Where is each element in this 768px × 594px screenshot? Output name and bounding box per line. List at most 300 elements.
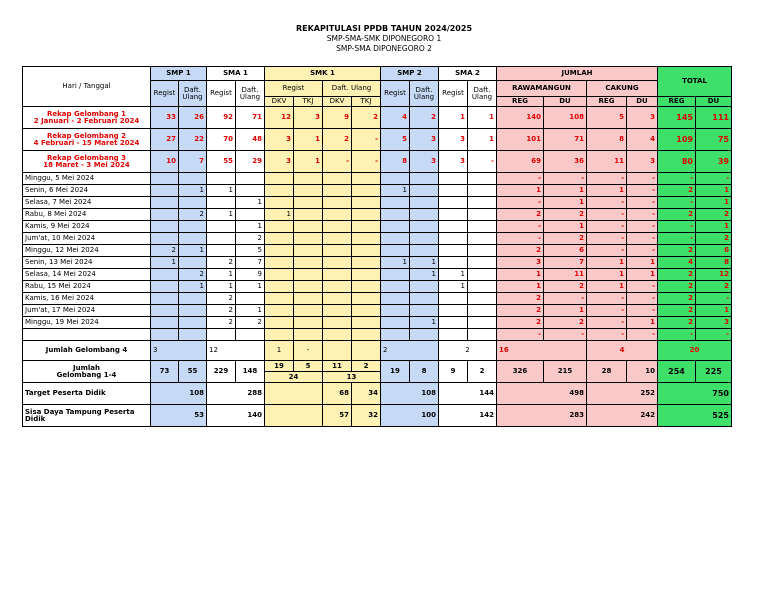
cell-cakung-du: - xyxy=(627,245,658,257)
target-rawamangun: 498 xyxy=(497,383,587,405)
day-label xyxy=(23,329,151,341)
jumlah-gelombang-4-row xyxy=(23,341,732,361)
cell-rawamangun-reg: 1 xyxy=(497,269,544,281)
cell-smk1-dkv-regist xyxy=(265,245,294,257)
cell-sma2-daft xyxy=(468,209,497,221)
cell-cakung-du: 3 xyxy=(627,107,658,129)
cell-rawamangun-du: 71 xyxy=(544,129,587,151)
jumlah-gel4-label: Jumlah Gelombang 4 xyxy=(23,341,151,361)
cell-cakung-reg: - xyxy=(587,293,627,305)
day-row xyxy=(23,329,732,341)
cell-cakung-reg: 1 xyxy=(587,281,627,293)
cell-smk1-tkj-daft xyxy=(352,233,381,245)
cell-sma1-regist xyxy=(207,173,236,185)
cell-cakung-reg: - xyxy=(587,209,627,221)
cell-smk1-tkj-regist xyxy=(294,281,323,293)
cell-rawamangun-reg: 101 xyxy=(497,129,544,151)
cell-sma2-regist: 3 xyxy=(439,151,468,173)
cell-smp2-regist xyxy=(381,329,410,341)
cell-smk1-tkj-daft: - xyxy=(352,151,381,173)
cell-sma2-regist xyxy=(439,173,468,185)
cell-rawamangun-du: 1 xyxy=(544,221,587,233)
cell-sma1-regist xyxy=(207,221,236,233)
report-subtitle-1: SMP-SMA-SMK DIPONEGORO 1 xyxy=(326,34,442,43)
cell-smp2-regist: 4 xyxy=(381,107,410,129)
cell-cakung-du: - xyxy=(627,281,658,293)
header-rawamangun: RAWAMANGUN xyxy=(497,81,587,97)
cell-rawamangun-du: 2 xyxy=(544,233,587,245)
sisa-smk1-empty xyxy=(265,405,323,427)
cell-cakung-du: - xyxy=(627,185,658,197)
cell-sma1-regist xyxy=(207,197,236,209)
jumlah-gel14-sma2-reg: 9 xyxy=(439,361,468,383)
jumlah-gel14-line1: Jumlah xyxy=(73,363,100,372)
rekap-gelombang-row xyxy=(23,129,732,151)
cell-rawamangun-du: - xyxy=(544,173,587,185)
cell-smp1-regist xyxy=(151,305,179,317)
cell-sma1-regist: 2 xyxy=(207,293,236,305)
cell-smk1-dkv-regist xyxy=(265,329,294,341)
header-smp1: SMP 1 xyxy=(151,67,207,81)
header-smp1-daft: Daft. Ulang xyxy=(179,81,207,107)
header-sma1: SMA 1 xyxy=(207,67,265,81)
cell-sma2-daft: 1 xyxy=(468,129,497,151)
rekap-gelombang-period: 4 Februari - 15 Maret 2024 xyxy=(33,138,140,147)
jumlah-gel14-smp2-reg: 19 xyxy=(381,361,410,383)
cell-rawamangun-du: 2 xyxy=(544,317,587,329)
cell-rawamangun-du: 2 xyxy=(544,281,587,293)
cell-sma1-daft xyxy=(236,209,265,221)
header-sma1-regist: Regist xyxy=(207,81,236,107)
cell-smk1-tkj-daft xyxy=(352,245,381,257)
sisa-total: 525 xyxy=(658,405,732,427)
cell-rawamangun-reg: 1 xyxy=(497,281,544,293)
header-smk1-regist: Regist xyxy=(265,81,323,97)
cell-smp2-daft xyxy=(410,233,439,245)
cell-cakung-reg: - xyxy=(587,197,627,209)
cell-sma2-daft xyxy=(468,245,497,257)
cell-smk1-tkj-regist xyxy=(294,173,323,185)
sisa-smk1-b: 32 xyxy=(352,405,381,427)
cell-smp2-daft xyxy=(410,185,439,197)
cell-total-du: 1 xyxy=(696,305,732,317)
header-smk1-daft-ulang: Daft. Ulang xyxy=(323,81,381,97)
jumlah-gel4-smk1-empty xyxy=(352,341,381,361)
cell-total-du: 3 xyxy=(696,317,732,329)
jumlah-gel4-total: 20 xyxy=(658,341,732,361)
cell-total-du: 1 xyxy=(696,185,732,197)
cell-sma2-daft xyxy=(468,185,497,197)
cell-smp1-daft xyxy=(179,173,207,185)
cell-sma1-daft: 1 xyxy=(236,305,265,317)
cell-sma1-daft: 1 xyxy=(236,197,265,209)
sisa-label xyxy=(23,405,151,427)
header-du: DU xyxy=(627,97,658,107)
report-title: REKAPITULASI PPDB TAHUN 2024/2025 xyxy=(295,24,473,33)
cell-cakung-du: - xyxy=(627,173,658,185)
cell-smk1-tkj-regist xyxy=(294,317,323,329)
cell-rawamangun-du: 7 xyxy=(544,257,587,269)
cell-smk1-tkj-regist xyxy=(294,257,323,269)
jumlah-gel14-smk1-dkv-reg: 19 xyxy=(265,361,294,372)
jumlah-gel14-smk1-dkv-du: 11 xyxy=(323,361,352,372)
cell-rawamangun-reg: 2 xyxy=(497,317,544,329)
jumlah-gel14-line2: Gelombang 1-4 xyxy=(56,370,117,379)
cell-smk1-dkv-daft xyxy=(323,269,352,281)
cell-smp2-regist xyxy=(381,269,410,281)
day-label: Minggu, 5 Mei 2024 xyxy=(23,173,151,185)
cell-sma2-regist xyxy=(439,221,468,233)
cell-total-du: 6 xyxy=(696,245,732,257)
cell-smk1-tkj-daft: 2 xyxy=(352,107,381,129)
rekap-gelombang-period: 2 Januari - 2 Februari 2024 xyxy=(33,116,140,125)
rekap-gelombang-period: 18 Maret - 3 Mei 2024 xyxy=(43,160,130,169)
day-row xyxy=(23,209,732,221)
header-reg: REG xyxy=(587,97,627,107)
cell-smp1-daft: 1 xyxy=(179,245,207,257)
jumlah-gel14-smk1-tkj-reg: 5 xyxy=(294,361,323,372)
cell-sma2-daft xyxy=(468,233,497,245)
cell-smk1-dkv-regist xyxy=(265,197,294,209)
cell-smp2-daft xyxy=(410,221,439,233)
cell-smp2-regist: 1 xyxy=(381,257,410,269)
jumlah-gel4-rawamangun: 16 xyxy=(497,341,587,361)
cell-sma1-daft xyxy=(236,293,265,305)
cell-total-du: 75 xyxy=(696,129,732,151)
cell-smk1-tkj-regist xyxy=(294,329,323,341)
cell-smp2-regist xyxy=(381,281,410,293)
cell-smp1-daft xyxy=(179,305,207,317)
cell-smk1-tkj-regist xyxy=(294,185,323,197)
jumlah-gel4-smk1-dkv: 1 xyxy=(265,341,294,361)
cell-total-reg: 2 xyxy=(658,317,696,329)
cell-sma2-regist xyxy=(439,209,468,221)
cell-smk1-dkv-regist xyxy=(265,173,294,185)
cell-rawamangun-du: 11 xyxy=(544,269,587,281)
cell-sma2-regist: 3 xyxy=(439,129,468,151)
cell-rawamangun-reg: - xyxy=(497,197,544,209)
cell-smp2-daft xyxy=(410,173,439,185)
day-row xyxy=(23,197,732,209)
cell-cakung-reg: 8 xyxy=(587,129,627,151)
cell-sma1-daft: 2 xyxy=(236,317,265,329)
cell-smp1-daft xyxy=(179,293,207,305)
day-label: Senin, 13 Mei 2024 xyxy=(23,257,151,269)
cell-total-du: 1 xyxy=(696,221,732,233)
cell-smk1-dkv-regist xyxy=(265,257,294,269)
day-label: Jum'at, 17 Mei 2024 xyxy=(23,305,151,317)
cell-total-du: - xyxy=(696,293,732,305)
cell-smk1-tkj-regist xyxy=(294,293,323,305)
cell-sma1-regist: 92 xyxy=(207,107,236,129)
cell-sma1-daft xyxy=(236,329,265,341)
cell-smk1-dkv-daft xyxy=(323,329,352,341)
day-label: Rabu, 8 Mei 2024 xyxy=(23,209,151,221)
cell-sma1-regist: 2 xyxy=(207,257,236,269)
cell-smp1-daft: 7 xyxy=(179,151,207,173)
cell-sma2-daft xyxy=(468,269,497,281)
cell-sma2-regist xyxy=(439,329,468,341)
cell-sma2-regist xyxy=(439,293,468,305)
cell-smk1-dkv-daft xyxy=(323,233,352,245)
cell-smp2-daft xyxy=(410,329,439,341)
cell-cakung-reg: - xyxy=(587,245,627,257)
cell-smk1-dkv-daft: 9 xyxy=(323,107,352,129)
rekap-gelombang-row xyxy=(23,107,732,129)
jumlah-gel4-smp2: 2 xyxy=(381,341,439,361)
cell-sma2-regist xyxy=(439,185,468,197)
cell-sma1-daft: 7 xyxy=(236,257,265,269)
cell-smk1-tkj-daft xyxy=(352,197,381,209)
cell-sma1-daft: 71 xyxy=(236,107,265,129)
jumlah-gel14-rawa-reg: 326 xyxy=(497,361,544,383)
cell-sma1-regist: 70 xyxy=(207,129,236,151)
cell-total-reg: 2 xyxy=(658,245,696,257)
cell-sma2-regist xyxy=(439,317,468,329)
cell-total-du: - xyxy=(696,173,732,185)
cell-sma2-daft xyxy=(468,257,497,269)
sisa-sma2: 142 xyxy=(439,405,497,427)
day-row xyxy=(23,173,732,185)
header-sma2-regist: Regist xyxy=(439,81,468,107)
day-label: Kamis, 9 Mei 2024 xyxy=(23,221,151,233)
cell-cakung-du: - xyxy=(627,305,658,317)
header-jumlah: JUMLAH xyxy=(497,67,658,81)
cell-total-reg: - xyxy=(658,173,696,185)
cell-smp1-regist xyxy=(151,197,179,209)
day-label: Senin, 6 Mei 2024 xyxy=(23,185,151,197)
cell-cakung-reg: 5 xyxy=(587,107,627,129)
cell-cakung-reg: 11 xyxy=(587,151,627,173)
header-date: Hari / Tanggal xyxy=(23,67,151,107)
cell-smp1-daft xyxy=(179,233,207,245)
cell-smp2-daft: 1 xyxy=(410,317,439,329)
cell-smp1-regist xyxy=(151,233,179,245)
jumlah-gel4-smk1-tkj: - xyxy=(294,341,323,361)
cell-sma2-daft: 1 xyxy=(468,107,497,129)
cell-smp1-regist xyxy=(151,221,179,233)
report-subtitle-2: SMP-SMA DIPONEGORO 2 xyxy=(336,44,432,53)
cell-smp2-daft xyxy=(410,293,439,305)
cell-rawamangun-du: 1 xyxy=(544,197,587,209)
sisa-row xyxy=(23,405,732,427)
cell-smp2-daft: 3 xyxy=(410,129,439,151)
jumlah-gel14-cakung-du: 10 xyxy=(627,361,658,383)
cell-sma1-regist: 2 xyxy=(207,305,236,317)
cell-smk1-dkv-regist xyxy=(265,317,294,329)
cell-cakung-reg: 1 xyxy=(587,185,627,197)
cell-sma1-daft xyxy=(236,185,265,197)
cell-rawamangun-du: 2 xyxy=(544,209,587,221)
jumlah-gel4-smk1-empty xyxy=(323,341,352,361)
cell-cakung-du: 1 xyxy=(627,257,658,269)
cell-rawamangun-reg: 3 xyxy=(497,257,544,269)
jumlah-gel14-smp2-du: 8 xyxy=(410,361,439,383)
day-row xyxy=(23,305,732,317)
cell-rawamangun-reg: 2 xyxy=(497,293,544,305)
cell-smp2-regist xyxy=(381,221,410,233)
cell-rawamangun-du: 6 xyxy=(544,245,587,257)
cell-rawamangun-du: 36 xyxy=(544,151,587,173)
cell-total-du: 39 xyxy=(696,151,732,173)
jumlah-gel14-smk1-du-sum: 13 xyxy=(323,372,381,383)
cell-smk1-tkj-daft xyxy=(352,269,381,281)
target-smp2: 108 xyxy=(381,383,439,405)
cell-smp2-regist: 8 xyxy=(381,151,410,173)
jumlah-gel14-smp1-reg: 73 xyxy=(151,361,179,383)
cell-total-reg: 2 xyxy=(658,281,696,293)
cell-total-reg: 2 xyxy=(658,293,696,305)
cell-smk1-dkv-daft xyxy=(323,185,352,197)
cell-cakung-reg: - xyxy=(587,173,627,185)
cell-smk1-dkv-regist xyxy=(265,305,294,317)
cell-cakung-reg: - xyxy=(587,233,627,245)
target-label: Target Peserta Didik xyxy=(23,383,151,405)
cell-smp2-regist xyxy=(381,293,410,305)
rekap-gelombang-title: Rekap Gelombang 2 xyxy=(47,131,126,140)
cell-sma2-regist: 1 xyxy=(439,281,468,293)
cell-smk1-tkj-daft xyxy=(352,329,381,341)
cell-smk1-dkv-daft xyxy=(323,221,352,233)
cell-total-reg: 2 xyxy=(658,269,696,281)
cell-rawamangun-reg: 2 xyxy=(497,209,544,221)
cell-total-reg: - xyxy=(658,197,696,209)
sisa-cakung: 242 xyxy=(587,405,658,427)
cell-smk1-dkv-daft: - xyxy=(323,151,352,173)
cell-sma2-daft xyxy=(468,173,497,185)
cell-smk1-tkj-daft xyxy=(352,305,381,317)
cell-rawamangun-reg: 2 xyxy=(497,305,544,317)
cell-smk1-tkj-regist xyxy=(294,221,323,233)
cell-smp1-regist: 2 xyxy=(151,245,179,257)
cell-sma2-regist: 1 xyxy=(439,107,468,129)
rekap-gelombang-label xyxy=(23,151,151,173)
cell-smp1-regist xyxy=(151,281,179,293)
cell-smp2-daft xyxy=(410,245,439,257)
cell-smk1-tkj-regist xyxy=(294,233,323,245)
day-label: Jum'at, 10 Mei 2024 xyxy=(23,233,151,245)
cell-total-reg: 109 xyxy=(658,129,696,151)
cell-smk1-tkj-daft xyxy=(352,281,381,293)
cell-cakung-reg: 1 xyxy=(587,257,627,269)
target-row xyxy=(23,383,732,405)
cell-sma2-regist xyxy=(439,197,468,209)
header-smp1-regist: Regist xyxy=(151,81,179,107)
cell-smk1-tkj-regist: 1 xyxy=(294,151,323,173)
target-smk1-b: 34 xyxy=(352,383,381,405)
cell-smk1-dkv-daft xyxy=(323,293,352,305)
cell-total-du: 8 xyxy=(696,257,732,269)
cell-total-du: 2 xyxy=(696,233,732,245)
cell-smp2-regist xyxy=(381,173,410,185)
cell-smk1-tkj-daft xyxy=(352,185,381,197)
cell-rawamangun-du: - xyxy=(544,293,587,305)
cell-smp1-regist xyxy=(151,173,179,185)
cell-smp1-daft: 1 xyxy=(179,281,207,293)
cell-smk1-dkv-regist xyxy=(265,293,294,305)
cell-smp1-regist: 1 xyxy=(151,257,179,269)
cell-smp1-regist xyxy=(151,209,179,221)
header-dkv: DKV xyxy=(323,97,352,107)
cell-total-reg: 4 xyxy=(658,257,696,269)
cell-smp2-regist: 1 xyxy=(381,185,410,197)
cell-smk1-tkj-regist xyxy=(294,197,323,209)
day-row xyxy=(23,245,732,257)
cell-sma1-regist: 1 xyxy=(207,185,236,197)
cell-rawamangun-reg: 140 xyxy=(497,107,544,129)
cell-smp2-daft: 3 xyxy=(410,151,439,173)
cell-total-reg: 2 xyxy=(658,185,696,197)
cell-smp1-daft xyxy=(179,257,207,269)
cell-rawamangun-reg: - xyxy=(497,221,544,233)
cell-sma1-daft xyxy=(236,173,265,185)
cell-smk1-tkj-daft: - xyxy=(352,129,381,151)
jumlah-gel14-total-reg: 254 xyxy=(658,361,696,383)
cell-cakung-du: - xyxy=(627,197,658,209)
cell-smk1-dkv-regist: 1 xyxy=(265,209,294,221)
cell-cakung-reg: - xyxy=(587,329,627,341)
cell-smp2-daft xyxy=(410,281,439,293)
cell-smk1-tkj-daft xyxy=(352,173,381,185)
cell-smp2-daft: 2 xyxy=(410,107,439,129)
cell-smk1-tkj-daft xyxy=(352,317,381,329)
cell-smp2-regist xyxy=(381,305,410,317)
cell-smk1-dkv-regist xyxy=(265,233,294,245)
cell-smp2-regist: 5 xyxy=(381,129,410,151)
cell-smp2-daft xyxy=(410,305,439,317)
day-row xyxy=(23,233,732,245)
cell-sma1-regist: 1 xyxy=(207,281,236,293)
cell-smp1-regist: 10 xyxy=(151,151,179,173)
cell-smk1-tkj-daft xyxy=(352,257,381,269)
day-label: Kamis, 16 Mei 2024 xyxy=(23,293,151,305)
header-smp2-daft: Daft. Ulang xyxy=(410,81,439,107)
cell-cakung-du: - xyxy=(627,209,658,221)
cell-smk1-tkj-regist: 3 xyxy=(294,107,323,129)
cell-sma1-daft: 5 xyxy=(236,245,265,257)
cell-smk1-dkv-regist: 3 xyxy=(265,129,294,151)
jumlah-gel4-sma2: 2 xyxy=(439,341,497,361)
jumlah-gelombang-1-4-row xyxy=(23,361,732,372)
cell-smp2-regist xyxy=(381,233,410,245)
jumlah-gel14-smk1-reg-sum: 24 xyxy=(265,372,323,383)
cell-smk1-dkv-daft: 2 xyxy=(323,129,352,151)
header-dkv: DKV xyxy=(265,97,294,107)
cell-sma1-daft: 48 xyxy=(236,129,265,151)
day-row xyxy=(23,281,732,293)
target-smk1-a: 68 xyxy=(323,383,352,405)
rekap-gelombang-label xyxy=(23,129,151,151)
day-label: Selasa, 7 Mei 2024 xyxy=(23,197,151,209)
recap-table xyxy=(22,66,732,427)
cell-sma2-daft: - xyxy=(468,151,497,173)
sisa-rawamangun: 283 xyxy=(497,405,587,427)
cell-smp1-regist xyxy=(151,329,179,341)
cell-smk1-dkv-daft xyxy=(323,281,352,293)
cell-sma2-daft xyxy=(468,293,497,305)
cell-smk1-dkv-regist xyxy=(265,269,294,281)
cell-rawamangun-reg: - xyxy=(497,233,544,245)
jumlah-gel14-cakung-reg: 28 xyxy=(587,361,627,383)
cell-rawamangun-du: 1 xyxy=(544,185,587,197)
cell-cakung-du: 1 xyxy=(627,269,658,281)
header-reg: REG xyxy=(497,97,544,107)
cell-cakung-du: - xyxy=(627,329,658,341)
cell-smp1-daft xyxy=(179,197,207,209)
header-du: DU xyxy=(544,97,587,107)
cell-total-reg: - xyxy=(658,233,696,245)
cell-cakung-du: - xyxy=(627,233,658,245)
